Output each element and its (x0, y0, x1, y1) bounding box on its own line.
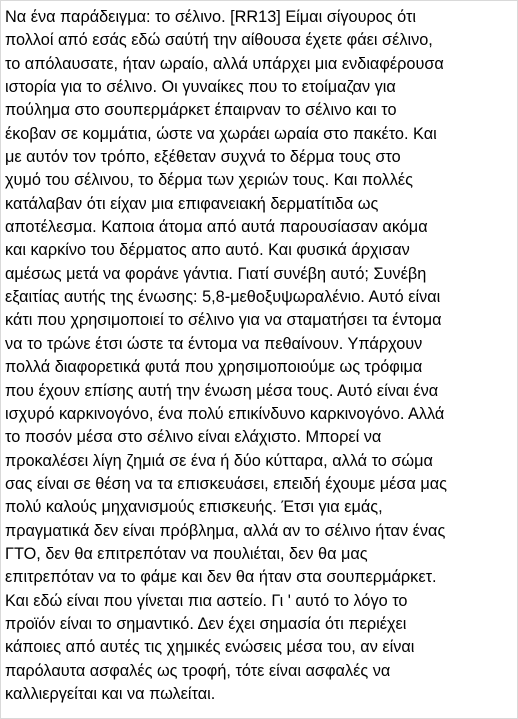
text-line: Και εδώ είναι που γίνεται πια αστείο. Γι ' αυτό το λόγο το (5, 591, 408, 610)
text-line: πραγματικά δεν είναι πρόβλημα, αλλά αν το σέλινο ήταν ένας (5, 521, 446, 540)
text-line: ισχυρό καρκινογόνο, ένα πολύ επικίνδυνο καρκινογόνο. Αλλά (5, 404, 445, 423)
text-line: ΓΤΟ, δεν θα επιτρεπόταν να πουλιέται, δεν θα μας (5, 544, 368, 563)
text-line: πούλημα στο σουπερμάρκετ έπαιρναν το σέλινο και το (5, 101, 397, 120)
text-line: προκαλέσει λίγη ζημιά σε ένα ή δύο κύτταρα, αλλά το σώμα (5, 451, 433, 470)
text-line: παρόλαυτα ασφαλές ως τροφή, τότε είναι ασφαλές να (5, 661, 391, 680)
text-line: έκοβαν σε κομμάτια, ώστε να χωράει ωραία στο πακέτο. Και (5, 124, 437, 143)
text-line: καλλιεργείται και να πωλείται. (5, 684, 216, 703)
text-line: κάτι που χρησιμοποιεί το σέλινο για να σταματήσει τα έντομα (5, 311, 442, 330)
document-text (5, 6, 513, 706)
text-line: προϊόν είναι το σημαντικό. Δεν έχει σημασία ότι περιέχει (5, 614, 407, 633)
text-line: ιστορία για το σέλινο. Οι γυναίκες που το ετοίμαζαν για (5, 78, 396, 97)
text-line: και καρκίνο του δέρματος απο αυτό. Και φυσικά άρχισαν (5, 241, 410, 260)
text-line: πολύ καλούς μηχανισμούς επισκευής. Έτσι για εμάς, (5, 498, 383, 517)
text-line: το ποσόν μέσα στο σέλινο είναι ελάχιστο. Μπορεί να (5, 428, 382, 447)
text-line: χυμό του σέλινου, το δέρμα των χεριών τους. Και πολλές (5, 171, 414, 190)
text-line: Να ένα παράδειγμα: το σέλινο. [RR13] Είμαι σίγουρος ότι (5, 8, 417, 26)
text-line: με αυτόν τον τρόπο, εξέθεταν συχνά το δέρμα τους στο (5, 148, 401, 167)
text-line: αμέσως μετά να φοράνε γάντια. Γιατί συνέβη αυτό; Συνέβη (5, 264, 427, 283)
text-line: αποτέλεσμα. Καποια άτομα από αυτά παρουσίασαν ακόμα (5, 218, 428, 237)
text-line: το απόλαυσατε, ήταν ωραίο, αλλά υπάρχει μια ενδιαφέρουσα (5, 54, 444, 73)
text-line: σας είναι σε θέση να τα επισκευάσει, επειδή έχουμε μέσα μας (5, 474, 447, 493)
text-line: επιτρεπόταν να το φάμε και δεν θα ήταν στα σουπερμάρκετ. (5, 568, 437, 587)
text-line: πολλά διαφορετικά φυτά που χρησιμοποιούμε ως τρόφιμα (5, 358, 423, 377)
text-line: κάποιες από αυτές τις χημικές ενώσεις μέσα του, αν είναι (5, 638, 415, 657)
text-line: να το τρώνε έτσι ώστε τα έντομα να πεθαίνουν. Υπάρχουν (5, 334, 423, 353)
text-line: εξαιτίας αυτής της ένωσης: 5,8-μεθοξυψωραλένιο. Αυτό είναι (5, 288, 441, 307)
text-line: που έχουν επίσης αυτή την ένωση μέσα τους. Αυτό είναι ένα (5, 381, 439, 400)
text-line: κατάλαβαν ότι είχαν μια επιφανειακή δερματίτιδα ως (5, 194, 379, 213)
text-line: πολλοί από εσάς εδώ σαύτή την αίθουσα έχετε φάει σέλινο, (5, 31, 433, 50)
